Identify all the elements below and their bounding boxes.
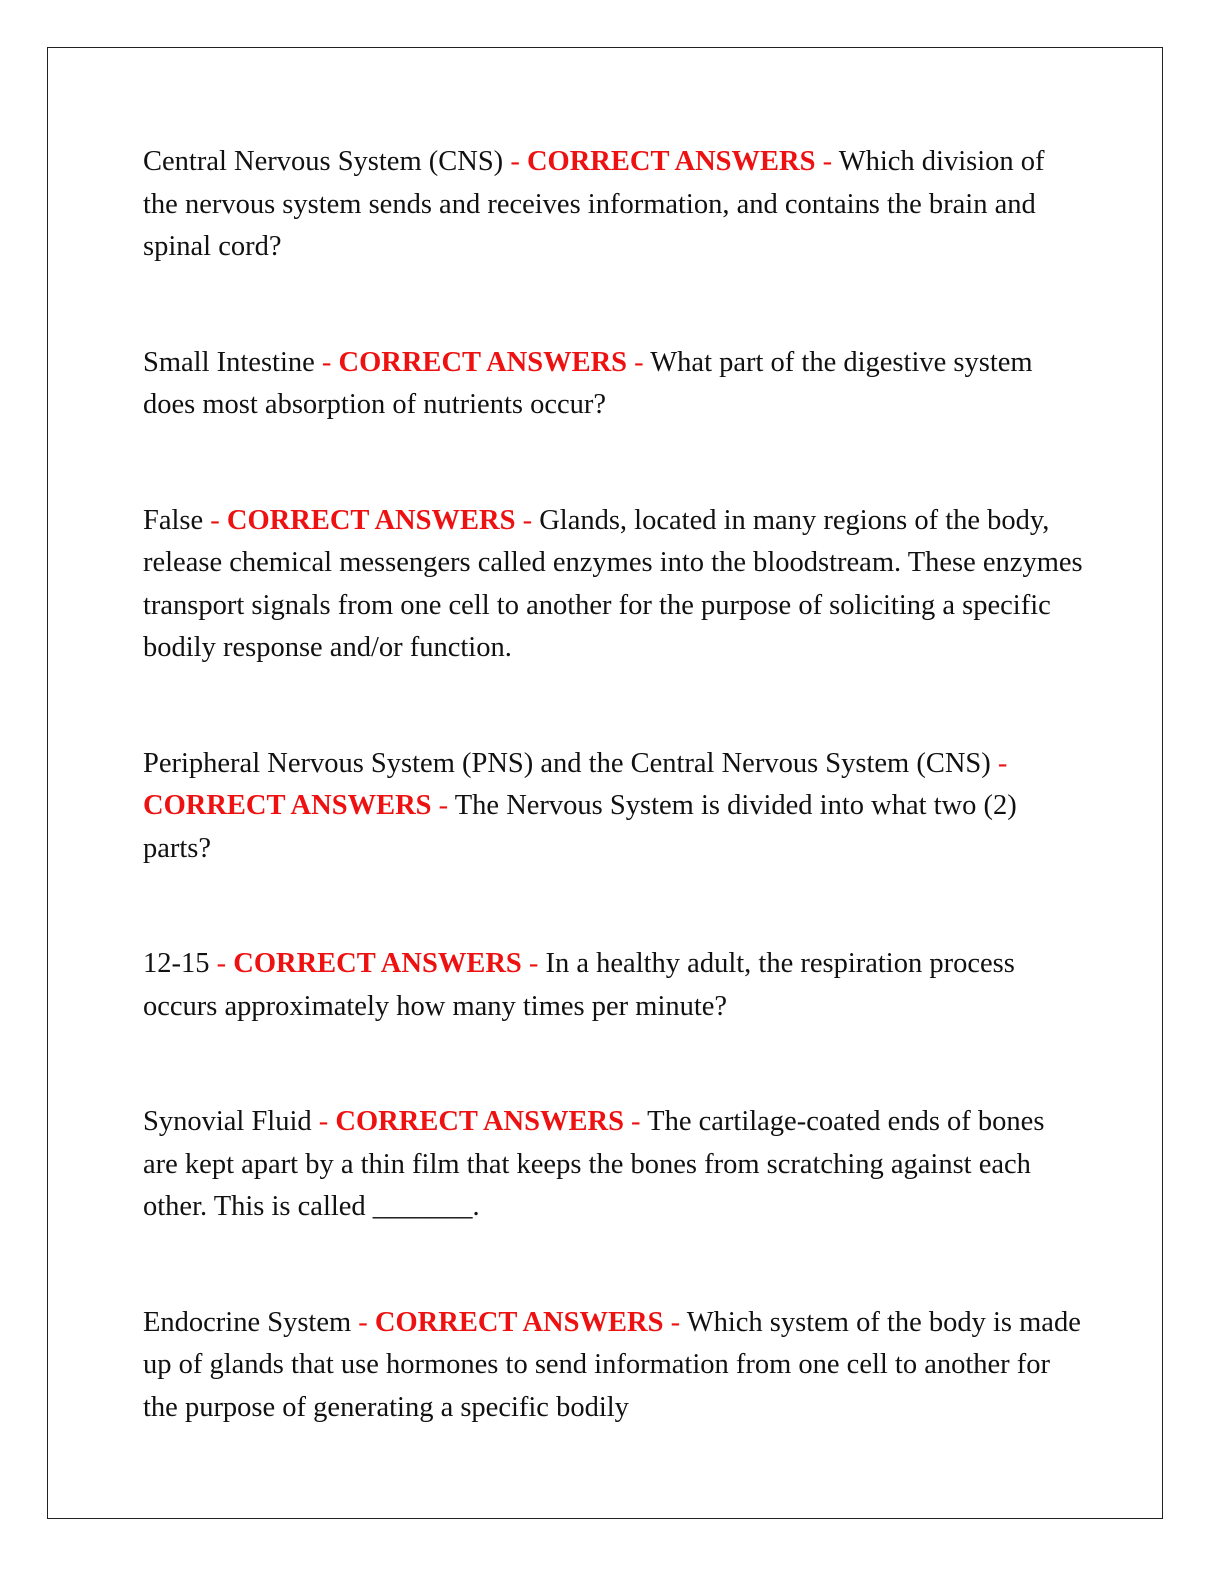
correct-answers-label: CORRECT ANSWERS [143,790,432,821]
separator: - [997,747,1008,779]
question-text: The Nervous System is divided into what two (2) parts? [143,790,1017,864]
answer-text: Central Nervous System (CNS) [143,146,504,177]
separator: - [528,948,539,979]
answer-text: Endocrine System [143,1306,352,1338]
answer-text: Small Intestine [143,346,315,378]
correct-answers-label: CORRECT ANSWERS [338,346,628,378]
separator: - [510,146,520,177]
question-text: In a healthy adult, the respiration process occurs approximately how many times per minute? [143,948,1015,1022]
separator: - [634,346,644,378]
separator: - [318,1106,329,1137]
question-text: Which system of the body is made up of glands that use hormones to send information from one cell to another for the purpose of generating a specific bodily [143,1306,1081,1423]
separator: - [210,504,220,536]
separator: - [438,790,449,821]
correct-answers-label: CORRECT ANSWERS [374,1306,664,1338]
qa-item-respiration [143,943,1083,1028]
qa-item-synovial-fluid [143,1101,1083,1229]
separator: - [631,1106,641,1137]
question-text: Glands, located in many regions of the body, release chemical messengers called enzymes into the bloodstream. These enzymes transport signals from one cell to another for the purpose of soliciting a specific bodily response and/or function. [143,504,1083,663]
separator: - [822,146,833,177]
qa-item-endocrine-system [143,1302,1083,1430]
qa-item-cns [143,141,1083,269]
qa-item-pns-cns [143,743,1083,871]
correct-answers-label: CORRECT ANSWERS [233,948,522,979]
question-text: Which division of the nervous system sends and receives information, and contains the brain and spinal cord? [143,146,1045,262]
question-text: The cartilage-coated ends of bones are kept apart by a thin film that keeps the bones from scratching against each other. This is called _______. [143,1106,1045,1222]
separator: - [522,504,533,536]
separator: - [216,948,227,979]
qa-item-small-intestine [143,342,1083,427]
separator: - [358,1306,368,1338]
correct-answers-label: CORRECT ANSWERS [526,146,816,177]
answer-text: False [143,504,204,536]
answer-text: Synovial Fluid [143,1106,312,1137]
answer-text: Peripheral Nervous System (PNS) and the Central Nervous System (CNS) [143,747,991,779]
separator: - [670,1306,681,1338]
qa-item-false [143,500,1083,670]
answer-text: 12-15 [143,948,210,979]
correct-answers-label: CORRECT ANSWERS [226,504,516,536]
question-text: What part of the digestive system does most absorption of nutrients occur? [143,346,1033,420]
document-body [143,141,1083,1429]
correct-answers-label: CORRECT ANSWERS [335,1106,624,1137]
separator: - [321,346,332,378]
